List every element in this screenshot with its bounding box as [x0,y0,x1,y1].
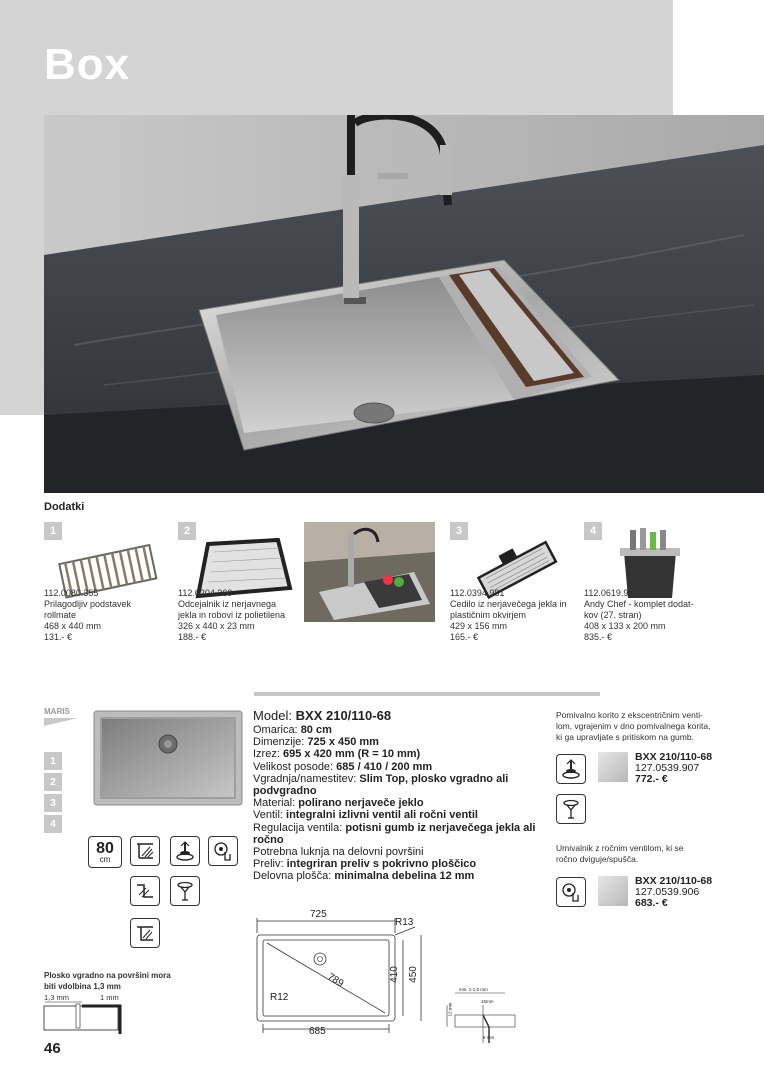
accessory-desc: Odcejalnik iz nerjavnega [178,599,277,609]
accessory-1-badge: 1 [44,522,62,540]
detail-side: 12 mm [447,1002,453,1017]
manual-valve-icon [208,836,238,866]
accessory-price: 165.- € [450,632,479,642]
accessory-2-text [178,588,313,643]
spec-row: Vgradnja/namestitev: Slim Top, plosko vgradno ali [253,772,509,785]
spec-list [253,724,543,883]
dim-diagonal: 789 [325,971,346,990]
variant-2-price [635,876,712,909]
technical-drawing [245,905,445,1045]
detail-mid: 15mm [481,999,494,1004]
spec-row: Omarica: 80 cm [253,724,332,736]
accessory-size: 408 x 133 x 200 mm [584,621,666,631]
variant-1-price [635,752,712,785]
cabinet-width-value: 80 [96,839,114,857]
accessory-combo-photo [304,522,435,622]
flush-dim-a: 1,3 mm [44,993,70,1002]
dim-inner-width: 685 [309,1026,326,1037]
spec-row: Preliv: integriran preliv s pokrivno ploščico [253,858,477,871]
accessory-size: 468 x 440 mm [44,621,102,631]
accessory-price: 188.- € [178,632,207,642]
flush-note: Plosko vgradno na površini mora biti vdolbina 1,3 mm [44,971,171,991]
flush-dim-b: 1 mm [100,993,119,1002]
spec-row: Potrebna luknja na delovni površini [253,846,424,859]
accessory-code: 112.0204.360 [178,588,233,598]
variant-1-note: Pomivalno korito z ekscentričnim venti- lom, vgrajenim v dno pomivalnega korita, ki ga upravljate s pritiskom na gumb. [556,710,711,742]
dim-radius-top: R13 [395,917,414,928]
spec-row: Regulacija ventila: potisni gumb iz nerjavečega jekla ali [253,821,536,834]
detail-bottom: 8 mm [483,1035,495,1040]
accessory-desc: Cedilo iz nerjavečega jekla in [450,599,567,609]
section-rule [254,692,600,696]
variant-code: 127.0539.906 [635,886,700,898]
overflow-icon [170,876,200,906]
page-title: Box [44,40,131,89]
dim-width: 725 [310,909,327,920]
manual-valve-icon [556,877,586,907]
detail-top: min. 1-1,5 mm [459,987,488,992]
accessory-code: 112.0080.355 [44,588,99,598]
accessories-heading: Dodatki [44,501,85,513]
variant-number-2: 2 [44,773,62,791]
accessory-3-text [450,588,585,643]
accessory-desc: Andy Chef - komplet dodat- [584,599,694,609]
flush-mount-icon [130,876,160,906]
accessory-price: 835.- € [584,632,613,642]
undermount-icon [130,918,160,948]
spec-row: Dimenzije: 725 x 450 mm [253,736,379,749]
accessory-desc: plastičnim okvirjem [450,610,527,620]
spec-row: Izrez: 695 x 420 mm (R = 10 mm) [253,748,421,761]
dim-depth-outer: 450 [407,966,419,983]
accessory-4-text [584,588,719,643]
flush-detail-drawing [42,1000,132,1036]
page-number: 46 [44,1040,61,1057]
variant-model: BXX 210/110-68 [635,875,713,887]
accessory-desc: kov (27. stran) [584,610,642,620]
spec-row: Material: polirano nerjaveče jeklo [253,797,424,810]
accessory-size: 326 x 440 x 23 mm [178,621,255,631]
accessory-desc: rollmate [44,610,77,620]
accessory-code: 112.0394.981 [450,588,505,598]
variant-price: 683.- € [635,897,668,909]
model-label: Model: [253,708,296,723]
drain-button-icon [556,754,586,784]
cabinet-width-icon [88,836,122,868]
sink-top-photo [93,710,243,806]
brand-label: MARIS [44,707,70,716]
accessory-2-badge: 2 [178,522,196,540]
spec-row: Velikost posode: 685 / 410 / 200 mm [253,760,433,773]
model-heading [253,708,391,723]
variant-2-note: Umivalnik z ročnim ventilom, ki se ročno dviguje/spušča. [556,843,684,864]
dim-depth-inner: 410 [388,966,400,983]
brand-stripe [44,718,78,726]
spec-row: podvgradno [253,785,317,798]
variant-price: 772.- € [635,773,668,785]
steel-swatch [598,752,628,782]
edge-detail-drawing [445,985,520,1045]
accessory-size: 429 x 156 mm [450,621,508,631]
cabinet-width-unit: cm [99,854,111,864]
hero-photo [44,115,764,493]
overflow-icon [556,794,586,824]
spec-row: Ventil: integralni izlivni ventil ali ročni ventil [253,809,478,822]
variant-code: 127.0539.907 [635,762,700,774]
accessory-code: 112.0619.946 [584,588,639,598]
spec-row: Delovna plošča: minimalna debelina 12 mm [253,870,475,883]
accessory-desc: jekla in robovi iz polietilena [178,610,286,620]
accessory-3-badge: 3 [450,522,468,540]
variant-model: BXX 210/110-68 [635,751,713,763]
accessory-price: 131.- € [44,632,73,642]
model-value: BXX 210/110-68 [295,708,392,723]
accessory-desc: Prilagodljiv podstavek [44,599,132,609]
accessory-1-text [44,588,179,643]
variant-number-3: 3 [44,794,62,812]
spec-row: ročno [253,833,284,846]
side-band [0,115,44,415]
variant-number-1: 1 [44,752,62,770]
accessory-4-badge: 4 [584,522,602,540]
dim-radius-bottom: R12 [270,992,289,1003]
variant-number-4: 4 [44,815,62,833]
steel-swatch [598,876,628,906]
drain-button-icon [170,836,200,866]
slim-top-icon [130,836,160,866]
